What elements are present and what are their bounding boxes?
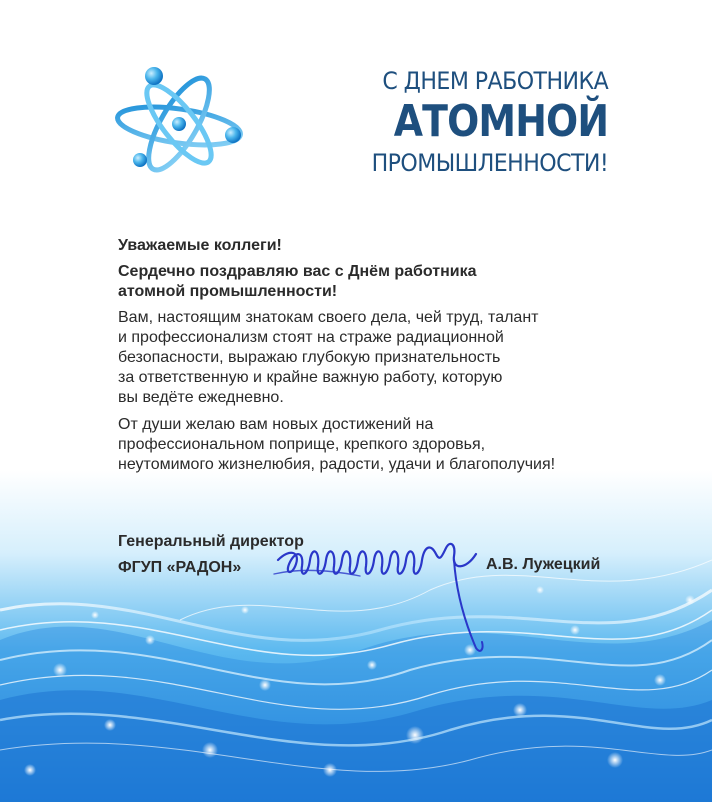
headline bbox=[351, 66, 608, 178]
signatory-position-line-1: Генеральный директор bbox=[118, 533, 304, 550]
signatory-name: А.В. Лужецкий bbox=[486, 556, 601, 573]
signatory-position-line-2: ФГУП «РАДОН» bbox=[118, 559, 242, 576]
atom-icon bbox=[112, 64, 246, 182]
paragraph-gratitude: Вам, настоящим знатокам своего дела, чей труд, талант и профессионализм стоят на страже радиационной безопасности, выражаю глубокую признательность за ответственную и крайне важную работу, которую вы ведёте ежедневно. bbox=[118, 309, 539, 406]
letter-body bbox=[118, 236, 618, 482]
headline-line-2: АТОМНОЙ bbox=[393, 96, 608, 147]
congratulation bbox=[118, 262, 618, 302]
signatory-position bbox=[118, 529, 304, 581]
congratulation-line-1: Сердечно поздравляю вас с Днём работника bbox=[118, 263, 477, 280]
headline-line-1: С ДНЕМ РАБОТНИКА bbox=[382, 67, 608, 95]
congratulation-line-2: атомной промышленности! bbox=[118, 283, 338, 300]
greeting: Уважаемые коллеги! bbox=[118, 237, 282, 254]
paragraph-wishes: От души желаю вам новых достижений на профессиональном поприще, крепкого здоровья, неутомимого жизнелюбия, радости, удачи и благополучия! bbox=[118, 416, 556, 473]
headline-line-3: ПРОМЫШЛЕННОСТИ! bbox=[371, 149, 608, 177]
